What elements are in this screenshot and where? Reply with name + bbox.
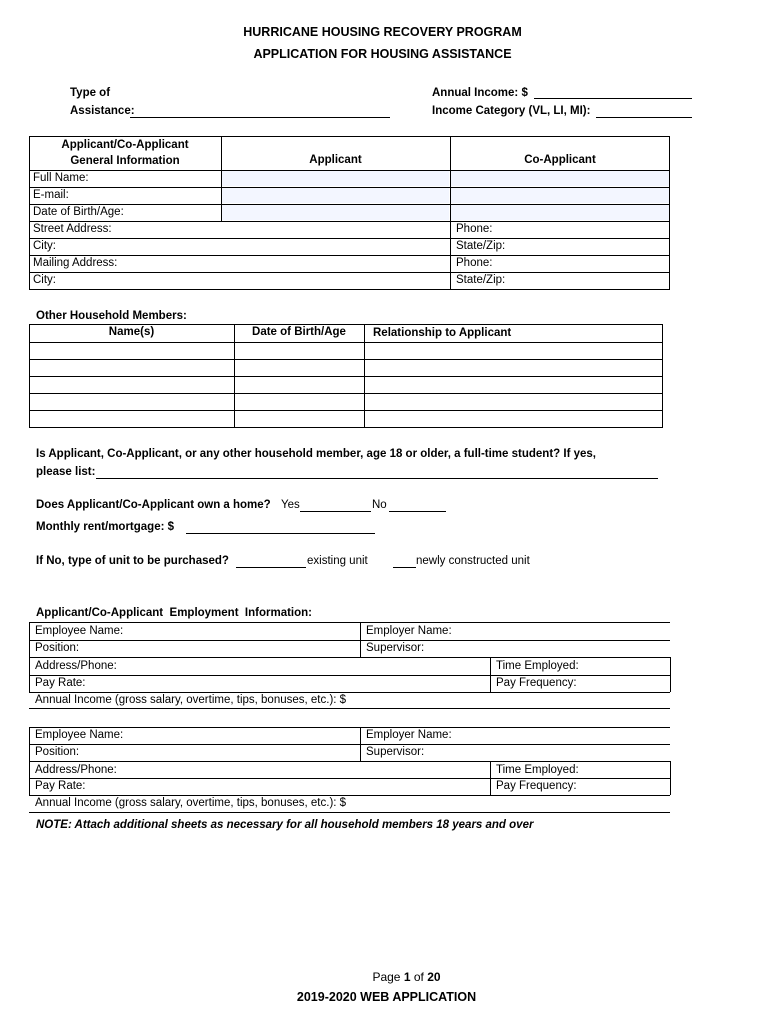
- state-zip-label-2[interactable]: State/Zip:: [456, 274, 506, 286]
- city-label-1[interactable]: City:: [33, 240, 56, 252]
- applicant-column-header: Applicant: [309, 154, 362, 166]
- household-col-names: Name(s): [108, 326, 155, 338]
- coapplicant-email-field[interactable]: [451, 188, 669, 203]
- household-row[interactable]: [30, 343, 662, 358]
- employer-name-label[interactable]: Employer Name:: [366, 625, 452, 637]
- supervisor-label[interactable]: Supervisor:: [366, 642, 425, 654]
- household-col-relationship: Relationship to Applicant: [373, 327, 512, 339]
- employment-heading: Applicant/Co-Applicant Employment Information:: [36, 607, 312, 619]
- full-name-label: Full Name:: [33, 172, 89, 184]
- coapplicant-full-name-field[interactable]: [451, 171, 669, 186]
- address-phone-label[interactable]: Address/Phone:: [35, 764, 117, 776]
- phone-label-1[interactable]: Phone:: [456, 223, 493, 235]
- own-home-no-label: No: [372, 499, 387, 511]
- income-category-label: Income Category (VL, LI, MI):: [432, 105, 591, 117]
- position-label[interactable]: Position:: [35, 642, 80, 654]
- annual-income-employment-label[interactable]: Annual Income (gross salary, overtime, tips, bonuses, etc.): $: [35, 797, 347, 809]
- pay-frequency-label[interactable]: Pay Frequency:: [496, 780, 577, 792]
- household-heading: Other Household Members:: [36, 310, 187, 322]
- attach-sheets-note: NOTE: Attach additional sheets as necessary for all household members 18 years and over: [36, 819, 534, 831]
- household-row[interactable]: [30, 394, 662, 409]
- general-info-header: Applicant/Co-Applicant General Information: [61, 139, 189, 167]
- applicant-email-field[interactable]: [222, 188, 449, 203]
- income-category-field[interactable]: [596, 117, 692, 118]
- time-employed-label[interactable]: Time Employed:: [496, 764, 579, 776]
- household-row[interactable]: [30, 411, 662, 427]
- assistance-label: Assistance:: [70, 105, 135, 117]
- newly-constructed-field[interactable]: [393, 567, 416, 568]
- household-col-dob: Date of Birth/Age: [252, 326, 346, 338]
- assistance-field[interactable]: [130, 117, 390, 118]
- employer-name-label[interactable]: Employer Name:: [366, 729, 452, 741]
- pay-rate-label[interactable]: Pay Rate:: [35, 780, 86, 792]
- form-title-line2: APPLICATION FOR HOUSING ASSISTANCE: [253, 47, 512, 61]
- email-label: E-mail:: [33, 189, 69, 201]
- own-home-question: Does Applicant/Co-Applicant own a home?: [36, 499, 271, 511]
- unit-type-question: If No, type of unit to be purchased?: [36, 555, 229, 567]
- own-home-yes-field[interactable]: [300, 511, 371, 512]
- supervisor-label[interactable]: Supervisor:: [366, 746, 425, 758]
- monthly-rent-label: Monthly rent/mortgage: $: [36, 521, 175, 533]
- coapplicant-column-header: Co-Applicant: [524, 154, 596, 166]
- applicant-full-name-field[interactable]: [222, 171, 449, 186]
- student-list-field[interactable]: [96, 478, 658, 479]
- position-label[interactable]: Position:: [35, 746, 80, 758]
- pay-frequency-label[interactable]: Pay Frequency:: [496, 677, 577, 689]
- annual-income-field[interactable]: [534, 98, 692, 99]
- student-question-list-label: please list:: [36, 466, 96, 478]
- employee-name-label[interactable]: Employee Name:: [35, 729, 124, 741]
- existing-unit-label: existing unit: [307, 555, 368, 567]
- address-phone-label[interactable]: Address/Phone:: [35, 660, 117, 672]
- monthly-rent-field[interactable]: [186, 533, 375, 534]
- student-question: Is Applicant, Co-Applicant, or any other household member, age 18 or older, a full-time student? If yes,: [36, 448, 596, 460]
- newly-constructed-label: newly constructed unit: [416, 555, 530, 567]
- own-home-yes-label: Yes: [281, 499, 300, 511]
- mailing-address-label[interactable]: Mailing Address:: [33, 257, 118, 269]
- annual-income-label: Annual Income: $: [432, 87, 528, 99]
- type-of-label: Type of: [70, 87, 111, 99]
- existing-unit-field[interactable]: [236, 567, 306, 568]
- own-home-no-field[interactable]: [389, 511, 446, 512]
- city-label-2[interactable]: City:: [33, 274, 56, 286]
- coapplicant-dob-field[interactable]: [451, 205, 669, 220]
- time-employed-label[interactable]: Time Employed:: [496, 660, 579, 672]
- phone-label-2[interactable]: Phone:: [456, 257, 493, 269]
- annual-income-employment-label[interactable]: Annual Income (gross salary, overtime, tips, bonuses, etc.): $: [35, 694, 347, 706]
- dob-label: Date of Birth/Age:: [33, 206, 124, 218]
- employee-name-label[interactable]: Employee Name:: [35, 625, 124, 637]
- web-application-footer: 2019-2020 WEB APPLICATION: [296, 990, 477, 1004]
- pay-rate-label[interactable]: Pay Rate:: [35, 677, 86, 689]
- household-row[interactable]: [30, 377, 662, 392]
- state-zip-label-1[interactable]: State/Zip:: [456, 240, 506, 252]
- applicant-dob-field[interactable]: [222, 205, 449, 220]
- page-number: Page 1 of 20: [372, 970, 441, 984]
- street-address-label[interactable]: Street Address:: [33, 223, 112, 235]
- household-row[interactable]: [30, 360, 662, 375]
- form-title-line1: HURRICANE HOUSING RECOVERY PROGRAM: [243, 25, 522, 39]
